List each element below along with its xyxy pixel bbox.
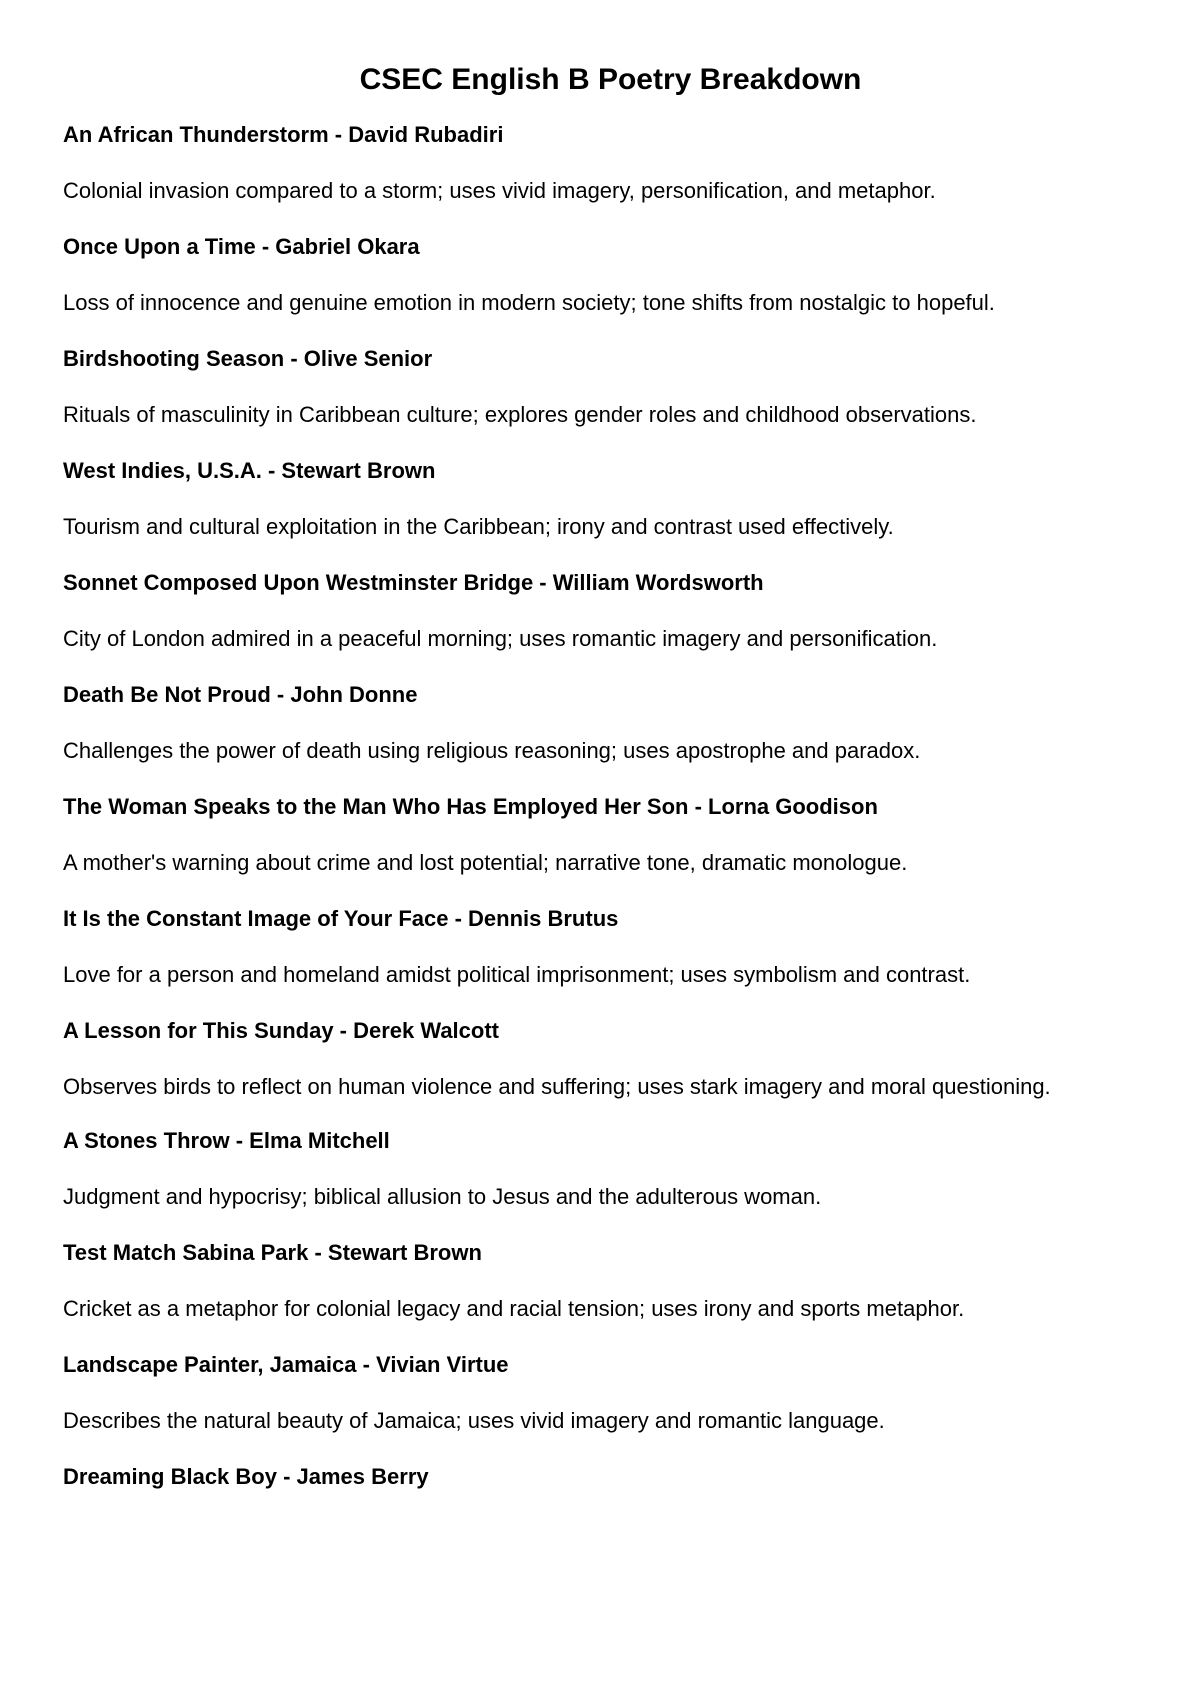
poem-heading: A Stones Throw - Elma Mitchell (63, 1128, 390, 1153)
poem-entry (63, 1238, 1148, 1324)
poem-description: A mother's warning about crime and lost potential; narrative tone, dramatic monologue. (63, 850, 908, 875)
poem-description: Rituals of masculinity in Caribbean culture; explores gender roles and childhood observations. (63, 402, 977, 427)
poem-entry (63, 344, 1148, 430)
poem-entry (63, 232, 1148, 318)
poem-entry (63, 456, 1148, 542)
poem-entry (63, 680, 1148, 766)
poem-description: Describes the natural beauty of Jamaica; uses vivid imagery and romantic language. (63, 1408, 885, 1433)
poem-heading: An African Thunderstorm - David Rubadiri (63, 122, 504, 147)
poem-description: Loss of innocence and genuine emotion in modern society; tone shifts from nostalgic to hopeful. (63, 290, 995, 315)
poem-entry (63, 792, 1148, 878)
poem-description: City of London admired in a peaceful morning; uses romantic imagery and personification. (63, 626, 938, 651)
poem-description: Colonial invasion compared to a storm; uses vivid imagery, personification, and metaphor. (63, 178, 936, 203)
poem-heading: Dreaming Black Boy - James Berry (63, 1464, 429, 1489)
poem-heading: A Lesson for This Sunday - Derek Walcott (63, 1018, 499, 1043)
poem-heading: Death Be Not Proud - John Donne (63, 682, 418, 707)
poem-heading: It Is the Constant Image of Your Face - Dennis Brutus (63, 906, 619, 931)
poem-description: Cricket as a metaphor for colonial legacy and racial tension; uses irony and sports metaphor. (63, 1296, 965, 1321)
document-title: CSEC English B Poetry Breakdown (359, 63, 862, 96)
poem-heading: West Indies, U.S.A. - Stewart Brown (63, 458, 436, 483)
poem-entry (63, 1126, 1148, 1212)
poem-description: Love for a person and homeland amidst political imprisonment; uses symbolism and contrast. (63, 962, 971, 987)
poem-heading: Landscape Painter, Jamaica - Vivian Virtue (63, 1352, 509, 1377)
poem-entry (63, 568, 1148, 654)
poem-heading: Test Match Sabina Park - Stewart Brown (63, 1240, 482, 1265)
poem-description: Challenges the power of death using religious reasoning; uses apostrophe and paradox. (63, 738, 921, 763)
document-page (63, 60, 1148, 1518)
poem-description: Observes birds to reflect on human violence and suffering; uses stark imagery and moral questioning. (63, 1074, 1051, 1099)
poem-entry (63, 120, 1148, 206)
poem-heading: The Woman Speaks to the Man Who Has Employed Her Son - Lorna Goodison (63, 794, 878, 819)
poem-entry (63, 1350, 1148, 1436)
poem-description: Tourism and cultural exploitation in the Caribbean; irony and contrast used effectively. (63, 514, 894, 539)
poem-heading: Birdshooting Season - Olive Senior (63, 346, 433, 371)
poem-entry (63, 1016, 1148, 1116)
poem-heading: Sonnet Composed Upon Westminster Bridge - William Wordsworth (63, 570, 764, 595)
poem-entry (63, 904, 1148, 990)
poem-description: Judgment and hypocrisy; biblical allusion to Jesus and the adulterous woman. (63, 1184, 822, 1209)
poem-heading: Once Upon a Time - Gabriel Okara (63, 234, 420, 259)
poem-entry (63, 1462, 1148, 1492)
